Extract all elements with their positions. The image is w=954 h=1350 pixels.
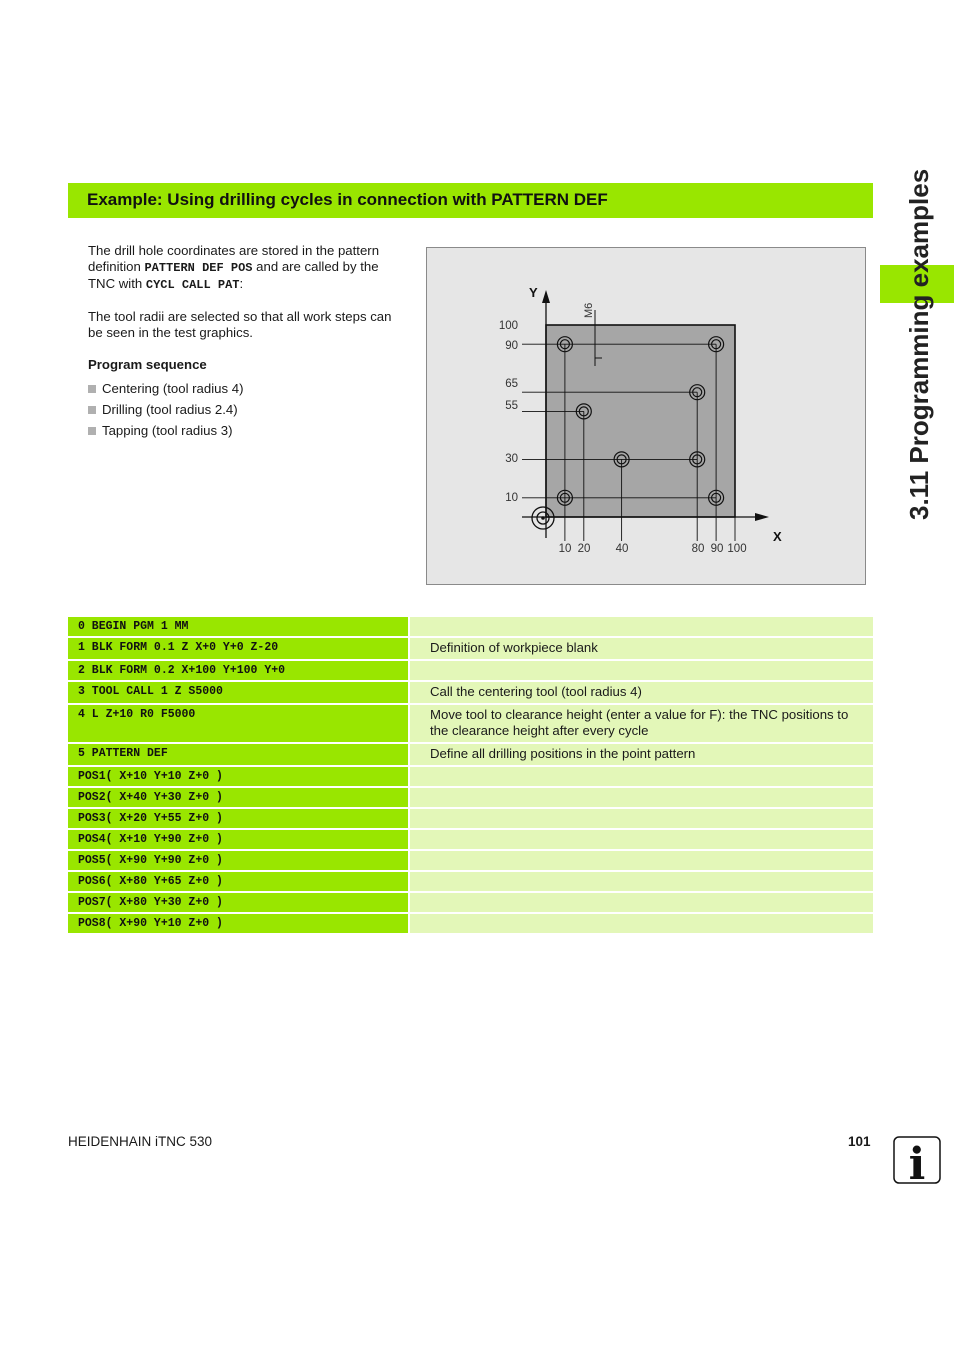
program-code-cell: POS8( X+90 Y+10 Z+0 ) xyxy=(68,914,408,933)
workpiece-drawing xyxy=(426,247,866,585)
info-icon-glyph: i xyxy=(908,1139,926,1184)
program-row xyxy=(68,893,873,912)
program-description-cell xyxy=(410,617,873,636)
program-description-cell xyxy=(410,893,873,912)
program-row xyxy=(68,617,873,636)
program-description-cell xyxy=(410,851,873,870)
program-row xyxy=(68,830,873,849)
y-tick-label: 100 xyxy=(498,320,518,332)
program-description-cell: Definition of workpiece blank xyxy=(410,638,873,659)
bullet-square-icon xyxy=(88,427,96,435)
program-code-cell: POS7( X+80 Y+30 Z+0 ) xyxy=(68,893,408,912)
x-tick-label: 40 xyxy=(615,543,629,555)
y-tick-label: 65 xyxy=(505,378,518,390)
x-tick-label: 10 xyxy=(558,543,572,555)
intro-text-a: The drill hole coordinates are stored in the pattern definition xyxy=(88,243,380,274)
program-description-cell xyxy=(410,767,873,786)
program-row xyxy=(68,638,873,659)
program-row xyxy=(68,661,873,680)
program-row xyxy=(68,914,873,933)
program-code-cell: POS6( X+80 Y+65 Z+0 ) xyxy=(68,872,408,891)
bullet-square-icon xyxy=(88,385,96,393)
y-tick-label: 30 xyxy=(505,453,518,465)
y-axis-arrow-icon xyxy=(542,290,550,303)
section-title-bar xyxy=(68,183,873,218)
program-step xyxy=(88,402,398,418)
section-title: Example: Using drilling cycles in connection with PATTERN DEF xyxy=(87,190,608,209)
x-axis-label: X xyxy=(773,529,782,544)
program-step-label: Drilling (tool radius 2.4) xyxy=(102,402,238,417)
program-code-cell: 2 BLK FORM 0.2 X+100 Y+100 Y+0 xyxy=(68,661,408,680)
program-sequence-heading: Program sequence xyxy=(88,357,207,372)
program-step xyxy=(88,381,398,397)
program-code-cell: POS2( X+40 Y+30 Z+0 ) xyxy=(68,788,408,807)
program-description-cell xyxy=(410,914,873,933)
x-tick-labels xyxy=(559,543,747,555)
code-cycl-call-pat: CYCL CALL PAT xyxy=(145,278,240,292)
y-tick-labels xyxy=(499,320,518,504)
program-code-cell: 3 TOOL CALL 1 Z S5000 xyxy=(68,682,408,703)
program-row xyxy=(68,872,873,891)
program-row xyxy=(68,744,873,765)
program-code-cell: POS1( X+10 Y+10 Z+0 ) xyxy=(68,767,408,786)
program-row xyxy=(68,809,873,828)
bullet-square-icon xyxy=(88,406,96,414)
program-code-cell: 0 BEGIN PGM 1 MM xyxy=(68,617,408,636)
origin-marker xyxy=(532,507,554,529)
program-code-cell: 5 PATTERN DEF xyxy=(68,744,408,765)
program-step xyxy=(88,423,398,439)
workpiece-svg xyxy=(427,248,865,584)
thread-label-m6: M6 xyxy=(583,302,595,318)
x-tick-label: 80 xyxy=(691,543,705,555)
program-description-cell: Define all drilling positions in the point pattern xyxy=(410,744,873,765)
program-description-cell: Call the centering tool (tool radius 4) xyxy=(410,682,873,703)
program-row xyxy=(68,682,873,703)
program-row xyxy=(68,767,873,786)
y-axis-label: Y xyxy=(529,285,538,300)
program-description-cell xyxy=(410,809,873,828)
intro-text-c: : xyxy=(239,276,244,291)
program-row xyxy=(68,705,873,742)
program-code-cell: POS5( X+90 Y+90 Z+0 ) xyxy=(68,851,408,870)
program-step-label: Centering (tool radius 4) xyxy=(102,381,244,396)
code-pattern-def-pos: PATTERN DEF POS xyxy=(144,261,253,275)
program-code-cell: 1 BLK FORM 0.1 Z X+0 Y+0 Z-20 xyxy=(68,638,408,659)
x-tick-label: 100 xyxy=(727,543,747,555)
program-step-label: Tapping (tool radius 3) xyxy=(102,423,233,438)
program-row xyxy=(68,788,873,807)
program-description-cell: Move tool to clearance height (enter a value for F): the TNC positions to the clearance height after every cycle xyxy=(410,705,873,742)
program-description-cell xyxy=(410,872,873,891)
intro-paragraph-1 xyxy=(88,243,398,293)
y-tick-label: 90 xyxy=(505,340,518,352)
info-icon xyxy=(893,1136,941,1184)
y-tick-label: 55 xyxy=(505,400,518,412)
program-description-cell xyxy=(410,661,873,680)
workpiece-blank xyxy=(546,325,735,517)
program-code-cell: 4 L Z+10 R0 F5000 xyxy=(68,705,408,742)
intro-text-b: and are called by the TNC with xyxy=(88,259,379,291)
footer-product-name: HEIDENHAIN iTNC 530 xyxy=(68,1134,213,1149)
program-description-cell xyxy=(410,830,873,849)
program-row xyxy=(68,851,873,870)
intro-paragraph-2: The tool radii are selected so that all work steps can be seen in the test graphics. xyxy=(88,309,392,340)
chapter-side-title: 3.11 Programming examples xyxy=(904,168,934,520)
x-axis-arrow-icon xyxy=(755,513,769,521)
program-description-cell xyxy=(410,788,873,807)
intro-text xyxy=(88,243,398,444)
program-code-cell: POS4( X+10 Y+90 Z+0 ) xyxy=(68,830,408,849)
x-tick-label: 20 xyxy=(577,543,591,555)
program-listing-table xyxy=(68,617,873,935)
y-tick-label: 10 xyxy=(505,492,518,504)
program-code-cell: POS3( X+20 Y+55 Z+0 ) xyxy=(68,809,408,828)
x-tick-label: 90 xyxy=(710,543,724,555)
page-number: 101 xyxy=(848,1134,871,1149)
